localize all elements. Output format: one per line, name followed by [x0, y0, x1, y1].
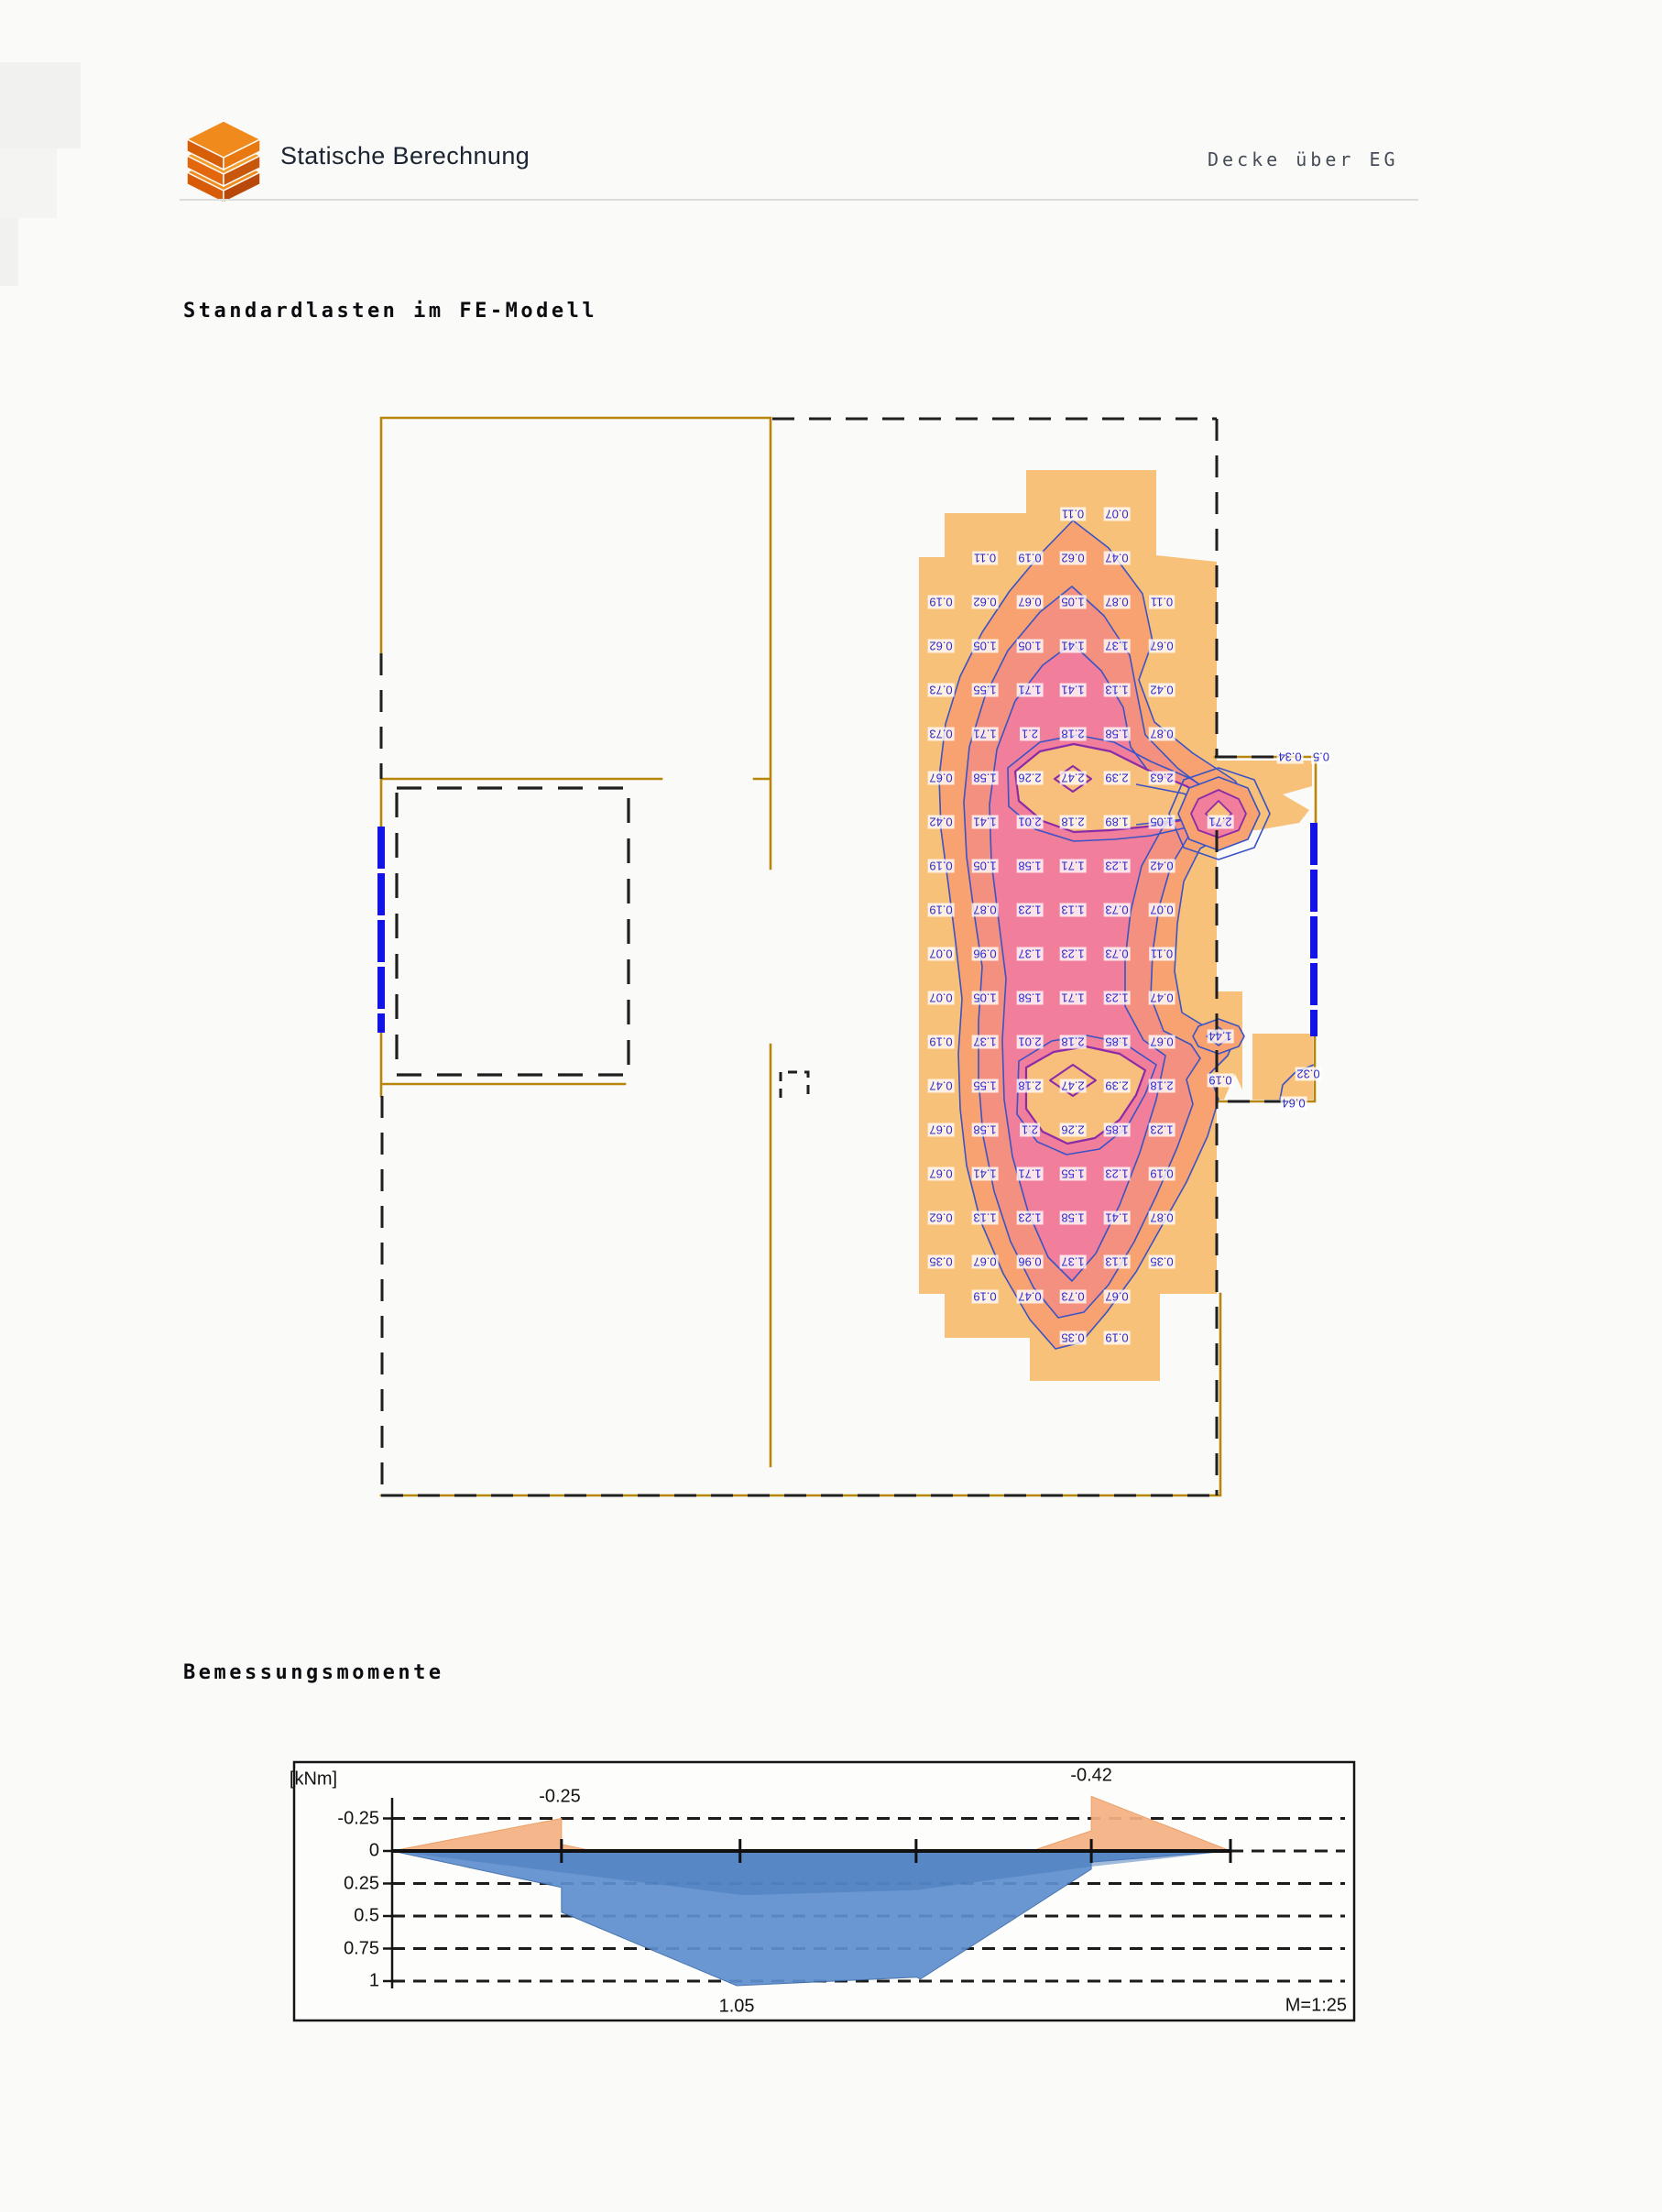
- fe-value-label: 0.11: [1150, 595, 1174, 609]
- fe-value-label: 0.34: [1278, 750, 1302, 764]
- fe-value-label: 0.47: [1018, 1289, 1042, 1304]
- fe-value-label: 1.23: [1105, 859, 1129, 873]
- fe-value-label: 1.13: [1105, 1254, 1129, 1269]
- fe-value-label: 0.19: [929, 903, 953, 917]
- chart-annotation: 1.05: [718, 1996, 755, 2017]
- fe-value-label: 1.55: [973, 1079, 997, 1093]
- fe-value-label: 0.19: [1105, 1330, 1129, 1345]
- fe-value-label: 0.42: [1150, 683, 1174, 697]
- fe-value-label: 1.58: [973, 1122, 997, 1137]
- fe-value-label: 1.05: [1150, 815, 1174, 829]
- chart-annotation: -0.42: [1070, 1765, 1112, 1786]
- fe-value-label: 1.05: [973, 991, 997, 1005]
- section-title-moments: Bemessungsmomente: [183, 1661, 444, 1684]
- fe-value-label: 0.35: [1150, 1254, 1174, 1269]
- fe-value-label: 1.23: [1018, 903, 1042, 917]
- chart-y-tick-label: -0.25: [337, 1808, 379, 1828]
- fe-value-label: 0.73: [1061, 1289, 1085, 1304]
- fe-value-label: 0.42: [1150, 859, 1174, 873]
- fe-value-label: 2.47: [1061, 1079, 1085, 1093]
- fe-value-label: 1.41: [973, 815, 997, 829]
- fe-value-label: 0.42: [929, 815, 953, 829]
- fe-value-label: 0.47: [1105, 551, 1129, 565]
- fe-value-label: 1.89: [1105, 815, 1129, 829]
- fe-value-label: 2.18: [1150, 1079, 1174, 1093]
- chart-unit-label: [kNm]: [289, 1769, 338, 1790]
- contour-bay-lower-b: [1252, 1034, 1313, 1100]
- fe-value-label: 0.67: [1150, 639, 1174, 653]
- fe-value-label: 0.47: [929, 1079, 953, 1093]
- fe-value-label: 1.13: [973, 1210, 997, 1225]
- plan-opening-dashed-rect: [397, 788, 629, 1075]
- chart-annotation: -0.25: [539, 1786, 581, 1806]
- fe-value-label: 0.32: [1296, 1067, 1320, 1081]
- fe-value-label: 1.71: [1018, 1166, 1042, 1181]
- fe-value-label: 1.23: [1150, 1122, 1174, 1137]
- chart-y-tick-label: 1: [368, 1970, 379, 1991]
- fe-value-label: 1.05: [1061, 595, 1085, 609]
- fe-value-label: 0.19: [1208, 1073, 1232, 1088]
- fe-value-label: 1.71: [1018, 683, 1042, 697]
- fe-value-label: 0.64: [1282, 1096, 1306, 1111]
- fe-value-label: 1.71: [973, 727, 997, 741]
- fe-value-label: 1.55: [1061, 1166, 1085, 1181]
- page-title: Statische Berechnung: [280, 142, 530, 170]
- fe-value-label: 0.62: [929, 1210, 953, 1225]
- fe-value-label: 0.35: [1061, 1330, 1085, 1345]
- fe-value-label: 2.18: [1061, 815, 1085, 829]
- fe-value-label: 0.11: [1150, 947, 1174, 961]
- chart-y-tick-label: 0: [368, 1840, 379, 1861]
- fe-value-label: 1.41: [1061, 639, 1085, 653]
- fe-value-label: 1.71: [1061, 991, 1085, 1005]
- fe-value-label: 0.19: [1018, 551, 1042, 565]
- fe-value-label: 2.63: [1150, 771, 1174, 785]
- chart-y-tick-label: 0.5: [354, 1905, 379, 1926]
- fe-value-label: 1.58: [1018, 991, 1042, 1005]
- fe-value-label: 0.87: [1105, 595, 1129, 609]
- fe-value-label: 0.07: [929, 991, 953, 1005]
- fe-value-label: 0.67: [1105, 1289, 1129, 1304]
- fe-value-label: 1.05: [1018, 639, 1042, 653]
- fe-value-label: 0.11: [1061, 507, 1085, 521]
- section-title-fe-model: Standardlasten im FE-Modell: [183, 300, 598, 323]
- fe-value-label: 0.73: [929, 727, 953, 741]
- fe-value-label: 0.19: [929, 859, 953, 873]
- fe-value-label: 2.18: [1061, 727, 1085, 741]
- fe-value-label: 1.58: [1061, 1210, 1085, 1225]
- chart-y-tick-label: 0.75: [344, 1938, 379, 1958]
- fe-value-label: 0.67: [1018, 595, 1042, 609]
- fe-value-label: 2.26: [1061, 1122, 1085, 1137]
- fe-value-label: 1.05: [973, 859, 997, 873]
- fe-value-label: 1.58: [973, 771, 997, 785]
- fe-value-label: 0.62: [929, 639, 953, 653]
- fe-value-label: 2.18: [1061, 1035, 1085, 1049]
- fe-value-label: 1.23: [1018, 1210, 1042, 1225]
- fe-value-label: 2.01: [1018, 815, 1042, 829]
- fe-value-label: 1.58: [1105, 727, 1129, 741]
- fe-value-label: 2.26: [1018, 771, 1042, 785]
- fe-value-label: 1.37: [1061, 1254, 1085, 1269]
- fe-value-label: 0.87: [1150, 727, 1174, 741]
- fe-value-label: 1.58: [1018, 859, 1042, 873]
- fe-value-label: 0.19: [929, 595, 953, 609]
- chart-scale-label: M=1:25: [1285, 1995, 1347, 2016]
- fe-value-label: 2.1: [1021, 1122, 1039, 1137]
- fe-value-label: 1.05: [973, 639, 997, 653]
- fe-value-label: 0.73: [1105, 903, 1129, 917]
- fe-value-label: 0.67: [929, 1166, 953, 1181]
- fe-value-label: 1.23: [1105, 1166, 1129, 1181]
- fe-value-label: 0.67: [1150, 1035, 1174, 1049]
- document-reference: Decke über EG: [1208, 148, 1399, 170]
- fe-value-label: 2.47: [1061, 771, 1085, 785]
- fe-value-label: 1.37: [1105, 639, 1129, 653]
- fe-value-label: 0.07: [1150, 903, 1174, 917]
- fe-value-label: 0.19: [929, 1035, 953, 1049]
- fe-value-label: 1.85: [1105, 1122, 1129, 1137]
- fe-value-label: 0.67: [973, 1254, 997, 1269]
- plan-column-marker: [781, 1072, 808, 1098]
- fe-value-label: 0.35: [929, 1254, 953, 1269]
- fe-value-label: 1.41: [973, 1166, 997, 1181]
- fe-value-label: 0.67: [929, 771, 953, 785]
- fe-value-label: 1.85: [1105, 1035, 1129, 1049]
- fe-value-label: 0.47: [1150, 991, 1174, 1005]
- fe-value-label: 0.73: [929, 683, 953, 697]
- fe-value-label: 1.13: [1105, 683, 1129, 697]
- fe-value-label: 0.19: [1150, 1166, 1174, 1181]
- fe-value-label: 1.23: [1105, 991, 1129, 1005]
- chart-y-tick-label: 0.25: [344, 1873, 379, 1893]
- fe-value-label: 1.71: [1061, 859, 1085, 873]
- fe-value-label: 1.37: [1018, 947, 1042, 961]
- fe-value-label: 2.18: [1018, 1079, 1042, 1093]
- fe-value-label: 2.01: [1018, 1035, 1042, 1049]
- fe-value-label: 0.96: [973, 947, 997, 961]
- fe-value-label: 0.11: [973, 551, 997, 565]
- fe-value-label: 2.39: [1105, 771, 1129, 785]
- fe-value-label: 2.39: [1105, 1079, 1129, 1093]
- fe-value-label: 0.87: [973, 903, 997, 917]
- fe-value-label: 1.13: [1061, 903, 1085, 917]
- fe-value-label: 1.41: [1105, 1210, 1129, 1225]
- fe-value-label: 0.07: [1105, 507, 1129, 521]
- fe-value-label: 0.96: [1018, 1254, 1042, 1269]
- fe-value-label: 0.62: [1061, 551, 1085, 565]
- fe-contour-field: [919, 470, 1314, 1381]
- fe-value-label: 0.73: [1105, 947, 1129, 961]
- fe-value-label: 0.67: [929, 1122, 953, 1137]
- fe-value-label: 1.44: [1208, 1029, 1232, 1044]
- fe-value-label: 1.23: [1061, 947, 1085, 961]
- fe-value-label: 0.19: [973, 1289, 997, 1304]
- fe-value-label: 2.71: [1208, 815, 1232, 829]
- fe-value-label: 1.37: [973, 1035, 997, 1049]
- fe-value-label: 0.87: [1150, 1210, 1174, 1225]
- fe-value-label: 2.1: [1021, 727, 1039, 741]
- fe-value-label: 0.07: [929, 947, 953, 961]
- fe-value-label: 0.62: [973, 595, 997, 609]
- fe-value-label: 1.55: [973, 683, 997, 697]
- fe-value-label: 1.41: [1061, 683, 1085, 697]
- fe-value-label: 0.5: [1312, 750, 1330, 764]
